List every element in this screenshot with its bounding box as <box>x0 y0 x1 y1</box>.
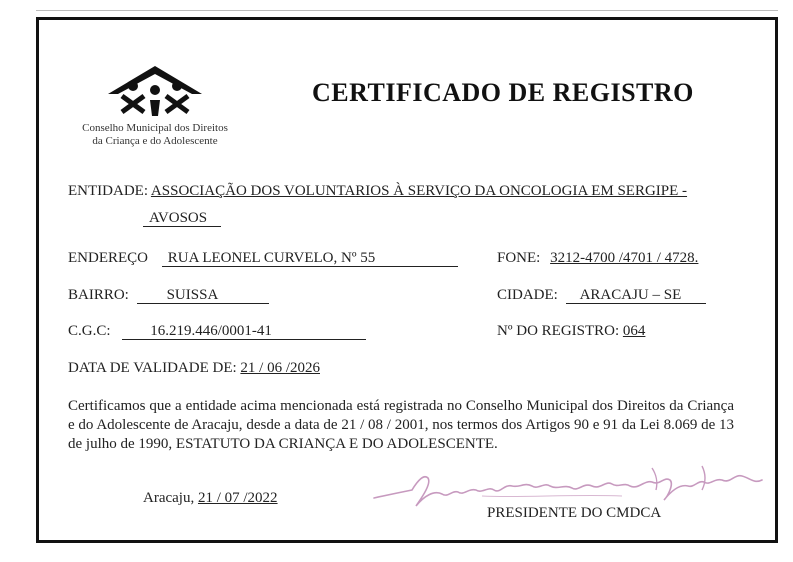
entidade-label: ENTIDADE: <box>68 183 148 199</box>
endereco-row <box>68 249 458 267</box>
registro-value: 064 <box>622 323 646 339</box>
statement-comma: , <box>424 417 429 433</box>
entidade-row-2 <box>143 209 221 227</box>
endereco-value: RUA LEONEL CURVELO, Nº 55 <box>162 250 458 267</box>
cgc-row <box>68 322 366 340</box>
validade-value: 21 / 06 /2026 <box>240 360 320 376</box>
registro-label: Nº DO REGISTRO: <box>497 323 620 339</box>
bairro-label: BAIRRO: <box>68 287 129 303</box>
fone-row <box>497 249 698 267</box>
validade-label: DATA DE VALIDADE DE: <box>68 360 237 376</box>
statement-text-1: Certificamos que a entidade acima mencionada está registrada no Conselho Municipal dos Direitos da Criança e do Adolescente de Aracaju, desde a data de 21 / 08 / 2001 <box>68 398 734 433</box>
signature-caption: PRESIDENTE DO CMDCA <box>487 505 662 521</box>
certificate-title: CERTIFICADO DE REGISTRO <box>312 78 694 107</box>
cidade-row <box>497 286 706 304</box>
fone-value: 3212-4700 /4701 / 4728. <box>550 250 699 266</box>
entidade-value: ASSOCIAÇÃO DOS VOLUNTARIOS À SERVIÇO DA ONCOLOGIA EM SERGIPE - <box>150 183 688 199</box>
cidade-value: ARACAJU – SE <box>566 287 706 304</box>
endereco-label: ENDEREÇO <box>68 250 148 266</box>
bairro-value: SUISSA <box>137 287 269 304</box>
cgc-value: 16.219.446/0001-41 <box>122 323 366 340</box>
fone-label: FONE: <box>497 250 541 266</box>
logo-text-line1: Conselho Municipal dos Direitos <box>82 122 228 134</box>
logo-text-line2: da Criança e do Adolescente <box>92 135 218 147</box>
entidade-row <box>68 182 687 200</box>
bairro-row <box>68 286 269 304</box>
registro-row <box>497 322 645 340</box>
children-house-icon <box>100 64 210 120</box>
cgc-label: C.G.C: <box>68 323 111 339</box>
entidade-value-cont: AVOSOS <box>143 210 221 227</box>
council-logo <box>60 64 250 150</box>
statement-text-2: nos termos dos Artigos 90 e 91 da Lei 8.069 de 13 de julho de 1990, ESTATUTO DA CRIANÇA E DO ADOLESCENTE. <box>68 417 734 452</box>
issue-date-row <box>143 489 278 507</box>
paper-edge <box>36 10 778 12</box>
validade-row <box>68 359 320 377</box>
issue-place: Aracaju, <box>143 490 195 506</box>
cidade-label: CIDADE: <box>497 287 558 303</box>
certification-statement <box>68 397 734 454</box>
issue-date: 21 / 07 /2022 <box>197 490 278 506</box>
